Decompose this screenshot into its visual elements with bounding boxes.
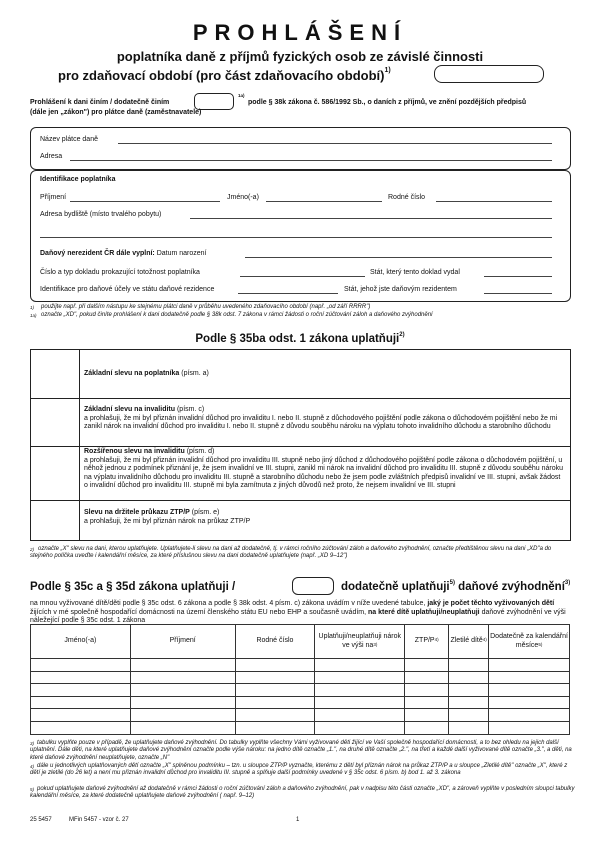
col-adult-sup: 4) — [482, 637, 487, 643]
table-cell[interactable] — [449, 721, 489, 734]
period-input[interactable] — [434, 65, 544, 83]
section-35c-heading-right — [341, 581, 570, 593]
checkbox-disability-relief[interactable] — [31, 399, 78, 445]
intro-b1: jaký je počet těchto vyživovaných dětí — [427, 600, 555, 607]
col-header-firstname — [31, 625, 131, 659]
footnote-1a-mark: 1a) — [30, 313, 37, 318]
table-cell[interactable] — [405, 659, 449, 672]
table-cell[interactable] — [489, 696, 570, 709]
col-months-sup: 5) — [538, 641, 543, 647]
doc-country-label: Stát, který tento doklad vydal — [370, 269, 460, 276]
table-cell[interactable] — [31, 696, 131, 709]
footnote-3-mark: 3) — [30, 741, 35, 746]
table-cell[interactable] — [489, 671, 570, 684]
birthnumber-field[interactable] — [436, 201, 552, 202]
children-table-header — [31, 625, 570, 659]
table-cell[interactable] — [489, 684, 570, 697]
taxid-field[interactable] — [238, 293, 338, 294]
intro-sup: 1a) — [238, 93, 245, 98]
section-35c-heading — [30, 581, 235, 593]
table-cell[interactable] — [405, 696, 449, 709]
table-cell[interactable] — [235, 684, 315, 697]
page-subtitle: poplatníka daně z příjmů fyzických osob ze závislé činnosti — [116, 49, 484, 64]
section-35c-heading-1: Podle § 35c a § 35d zákona uplatňuji / — [30, 581, 236, 593]
footnote-1-mark: 1) — [30, 305, 35, 310]
employer-box — [30, 127, 571, 170]
col-header-claim — [315, 625, 405, 659]
doc-label: Číslo a typ dokladu prokazující totožnost poplatníka — [40, 269, 200, 276]
section-35ba-heading-text: Podle § 35ba odst. 1 zákona uplatňuji — [195, 333, 400, 345]
table-cell[interactable] — [489, 659, 570, 672]
footnote-2-text: označte „X" slevu na dani, kterou uplatňujete. Uplatňujete-li slevu na dani až dodatečně, tj. v rámci ročního zúčtování záloh a daňového zvýhodnění, označte předtištěnou slevu na dani „XD"a do stejného políčka uveďte i kalendářní měsíce, za které příslušnou slevu na dani dodatečně uplatňujete (např. „XD 9–12") — [30, 546, 552, 560]
footnote-1a-text: označte „XD", pokud činíte prohlášení k dani dodatečně podle § 38k odst. 7 zákona v rámci žádosti o roční zúčtování záloh a daňového zvýhodnění — [41, 312, 433, 318]
table-cell[interactable] — [315, 721, 405, 734]
residence-field-2[interactable] — [40, 237, 552, 238]
row-ztpp-bold: Slevu na držitele průkazu ZTP/P — [84, 509, 190, 516]
table-cell[interactable] — [315, 684, 405, 697]
birthdate-label: Datum narození — [156, 250, 207, 257]
table-cell[interactable] — [130, 684, 235, 697]
children-table — [30, 624, 570, 735]
table-row — [31, 709, 570, 722]
period-heading — [58, 68, 391, 83]
table-cell[interactable] — [130, 659, 235, 672]
col-header-birthnumber — [235, 625, 315, 659]
firstname-label: Jméno(-a) — [227, 194, 259, 201]
employer-name-label: Název plátce daně — [40, 136, 98, 143]
table-cell[interactable] — [489, 721, 570, 734]
row-disability-text: a prohlašuji, že mi byl přiznán invalidní důchod pro invaliditu I. nebo II. stupně z důchodového pojištění podle zákona o důchodovém pojištění nebo že mi zanikl nárok na invalidní důchod pro invaliditu I. nebo II. stupně z důvodu souběhu nároku na výplatu tohoto invalidního důchodu a starobního důchodu — [84, 414, 558, 431]
intro-text-2: podle § 38k zákona č. 586/1992 Sb., o daních z příjmů, ve znění pozdějších předpisů — [248, 99, 527, 106]
surname-label: Příjmení — [40, 194, 67, 201]
row-ztpp-relief — [84, 509, 564, 526]
footnote-5 — [30, 786, 575, 801]
row-extended-text: a prohlašuji, že mi byl přiznán invalidní důchod pro invaliditu III. stupně nebo jiný důchod z důchodového pojištění podle zákona o důchodovém pojištění, u něhož jednou z podmínek přiznání je, že jsem invalidní ve III. stupni, zanikl mi nárok na invalidní důchod pro invaliditu III. stupně z důvodu souběhu nároku na výplatu invalidního důchodu pro invaliditu III. stupně a starobního důchodu nebo že jsem podle zvláštních předpisů invalidní ve III. stupni, avšak žádost o invalidní důchod pro invaliditu III. stupně mi byla zamítnuta z jiných důvodů než proto, že nejsem invalidní ve III. stupni — [84, 456, 564, 490]
row-extended-bold: Rozšířenou slevu na invaliditu — [84, 448, 185, 455]
footnote-1 — [30, 304, 575, 311]
footnote-4-text: dále u jednotlivých uplatňovaných dětí označte „X" splněnou podmínku – tzn. u sloupce ZTP/P vyznačte, kterému z dětí byl přiznán nárok na průkaz ZTP/P a u sloupce „Zletilé dítě" označte „X", které z dětí je zletilé (do 26 let) a není mu přiznán invalidní důchod pro invaliditu III. stupně a splňuje další podmínky uvedené v § 35c odst. 6 písm. b) bod 1. až 3. zákona — [30, 763, 568, 777]
row-divider-3 — [30, 500, 571, 501]
doc-country-field[interactable] — [484, 276, 552, 277]
page-title: PROHLÁŠENÍ — [192, 20, 408, 45]
intro-n2: žijících v mé společně hospodařící domácnosti na území členského státu EU nebo EHP a současně uvádím, — [30, 608, 368, 616]
footnote-2 — [30, 546, 575, 561]
residence-field-1[interactable] — [190, 218, 552, 219]
table-cell[interactable] — [31, 671, 131, 684]
table-cell[interactable] — [315, 659, 405, 672]
footnote-1-text: použijte např. při dalším nástupu ke stejnému plátci daně v průběhu uvedeného zdaňovacího období (např. „od září RRRR") — [41, 304, 371, 310]
table-cell[interactable] — [31, 684, 131, 697]
section-35c-dodatecne-input[interactable] — [292, 577, 334, 595]
taxid-country-label: Stát, jehož jste daňovým rezidentem — [344, 286, 457, 293]
table-cell[interactable] — [315, 696, 405, 709]
table-cell[interactable] — [449, 671, 489, 684]
col-ztpp-label: ZTP/P — [414, 637, 435, 645]
row-basic-relief-normal: (písm. a) — [179, 370, 209, 377]
section-35ba-heading — [0, 333, 600, 345]
birthdate-field[interactable] — [245, 257, 552, 258]
doc-field[interactable] — [240, 276, 365, 277]
section-35c-intro — [30, 600, 575, 626]
table-cell[interactable] — [405, 671, 449, 684]
employer-address-field[interactable] — [70, 160, 552, 161]
footnote-4-mark: 4) — [30, 764, 35, 769]
table-cell[interactable] — [235, 659, 315, 672]
table-cell[interactable] — [235, 709, 315, 722]
table-cell[interactable] — [315, 709, 405, 722]
row-basic-relief — [84, 370, 564, 379]
residence-label: Adresa bydliště (místo trvalého pobytu) — [40, 211, 162, 218]
footnote-5-mark: 5) — [30, 787, 35, 792]
col-months-label: Dodatečně za kalendářní měsíce — [490, 633, 568, 649]
row-disability-bold: Základní slevu na invaliditu — [84, 406, 176, 413]
firstname-field[interactable] — [266, 201, 382, 202]
row-extended-disability-relief — [84, 448, 564, 491]
footer-form: MFin 5457 - vzor č. 27 — [69, 817, 129, 823]
table-row — [31, 684, 570, 697]
table-cell[interactable] — [449, 659, 489, 672]
taxid-country-field[interactable] — [484, 293, 552, 294]
row-basic-relief-bold: Základní slevu na poplatníka — [84, 370, 180, 377]
page-number: 1 — [296, 817, 300, 823]
checkbox-basic-relief[interactable] — [31, 350, 78, 397]
employer-name-field[interactable] — [118, 143, 552, 144]
section-35c-sup-1: 5) — [449, 580, 455, 586]
col-adult-label: Zletilé dítě — [450, 637, 483, 645]
footnote-4 — [30, 763, 575, 778]
section-35c-heading-3: daňové zvýhodnění — [458, 581, 565, 593]
table-cell[interactable] — [449, 696, 489, 709]
intro-text-3: (dále jen „zákon") pro plátce daně (zaměstnavatele) — [30, 109, 202, 116]
table-cell[interactable] — [130, 721, 235, 734]
col-birthnumber-label: Rodné číslo — [256, 637, 294, 645]
table-cell[interactable] — [31, 659, 131, 672]
intro-text-1: Prohlášení k dani činím / dodatečně činím — [30, 99, 170, 106]
col-header-months — [489, 625, 570, 659]
footnote-5-text: pokud uplatňujete daňové zvýhodnění až dodatečně v rámci žádosti o roční zúčtování záloh a daňového zvýhodnění, pak v nadpisu této části označte „XD", a zároveň vyplňte v posledním sloupci tabulky kalendářní měsíce, za které dodatečně uplatňujete daňové zvýhodnění ( např. 9–12) — [30, 786, 575, 800]
table-cell[interactable] — [405, 709, 449, 722]
intro-n1: na mnou vyživované dítě/děti podle § 35c odst. 6 zákona a podle § 38k odst. 4 písm. c) zákona uvádím v níže uvedené tabulce, — [30, 600, 428, 607]
intro-b2: na které dítě uplatňuji/neuplatňuji — [368, 608, 480, 616]
section-35c-heading-2: dodatečně uplatňuji — [341, 581, 450, 593]
section-35c-sup-2: 3) — [564, 580, 571, 586]
section-35ba-checkbox-column-divider — [79, 349, 80, 541]
taxpayer-heading: Identifikace poplatníka — [40, 176, 116, 183]
row-divider-2 — [30, 446, 571, 447]
table-row — [31, 721, 570, 734]
taxid-label: Identifikace pro daňové účely ve státu daňové rezidence — [40, 286, 215, 293]
nonresident-bold: Daňový nerezident ČR dále vyplní: — [40, 250, 155, 257]
col-firstname-label: Jméno(-a) — [64, 637, 97, 645]
col-header-surname — [130, 625, 235, 659]
row-extended-normal: (písm. d) — [184, 448, 215, 455]
row-ztpp-text: a prohlašuji, že mi byl přiznán nárok na průkaz ZTP/P — [84, 517, 251, 525]
row-disability-relief — [84, 406, 564, 432]
table-cell[interactable] — [489, 709, 570, 722]
table-cell[interactable] — [315, 671, 405, 684]
birthnumber-label: Rodné číslo — [388, 194, 425, 201]
section-35ba-heading-sup: 2) — [399, 332, 405, 338]
surname-field[interactable] — [70, 201, 220, 202]
table-row — [31, 696, 570, 709]
employer-address-label: Adresa — [40, 153, 63, 160]
table-cell[interactable] — [130, 671, 235, 684]
table-row — [31, 659, 570, 672]
table-cell[interactable] — [405, 721, 449, 734]
row-ztpp-normal: (písm. e) — [189, 509, 220, 516]
footnote-3-text: tabulku vyplňte pouze v případě, že uplatňujete daňové zvýhodnění. Do tabulky vyplňte všechny Vámi vyživované děti žijící ve Vaší společně hospodařící domácnosti, a to bez ohledu na jejich další uplatnění. Dále děti, na které uplatňujete daňové zvýhodnění označte podle výše nároku: na jedno dítě označte „1.", na druhé dítě označte „2.", na třetí a každé další vyživované dítě označte „3.", a děti, na které daňové zvýhodnění neuplatňujete, označte „N" — [30, 740, 572, 761]
table-cell[interactable] — [31, 721, 131, 734]
col-surname-label: Příjmení — [169, 637, 196, 645]
table-cell[interactable] — [130, 709, 235, 722]
col-claim-sup: 3) — [373, 641, 378, 647]
table-cell[interactable] — [31, 709, 131, 722]
row-divider-1 — [30, 398, 571, 399]
table-cell[interactable] — [235, 721, 315, 734]
col-header-adult — [449, 625, 489, 659]
footnote-2-mark: 2) — [30, 547, 35, 552]
table-cell[interactable] — [235, 696, 315, 709]
table-cell[interactable] — [235, 671, 315, 684]
col-header-ztpp — [405, 625, 449, 659]
period-heading-sup: 1) — [384, 67, 391, 74]
footnote-3 — [30, 740, 575, 762]
col-claim-label: Uplatňuji/neuplatňuji nárok ve výši na — [318, 633, 402, 649]
checkbox-ztpp-relief[interactable] — [31, 501, 78, 540]
col-ztpp-sup: 4) — [434, 637, 439, 643]
intro-line1 — [30, 99, 169, 108]
intro-n3: daňové zvýhodnění ve výši náležející podle § 35c odst. 1 zákona — [30, 608, 566, 625]
row-disability-normal: (písm. c) — [175, 406, 205, 413]
footer-code: 25 5457 — [30, 817, 52, 823]
footnote-1a — [30, 312, 575, 319]
dodatecne-box-input[interactable] — [194, 93, 234, 110]
period-heading-text: pro zdaňovací období (pro část zdaňovacího období) — [58, 68, 385, 83]
checkbox-extended-disability-relief[interactable] — [31, 447, 78, 499]
table-cell[interactable] — [449, 709, 489, 722]
taxpayer-box — [30, 170, 571, 302]
table-cell[interactable] — [130, 696, 235, 709]
table-cell[interactable] — [449, 684, 489, 697]
nonresident-line — [40, 250, 207, 259]
table-cell[interactable] — [405, 684, 449, 697]
table-row — [31, 671, 570, 684]
